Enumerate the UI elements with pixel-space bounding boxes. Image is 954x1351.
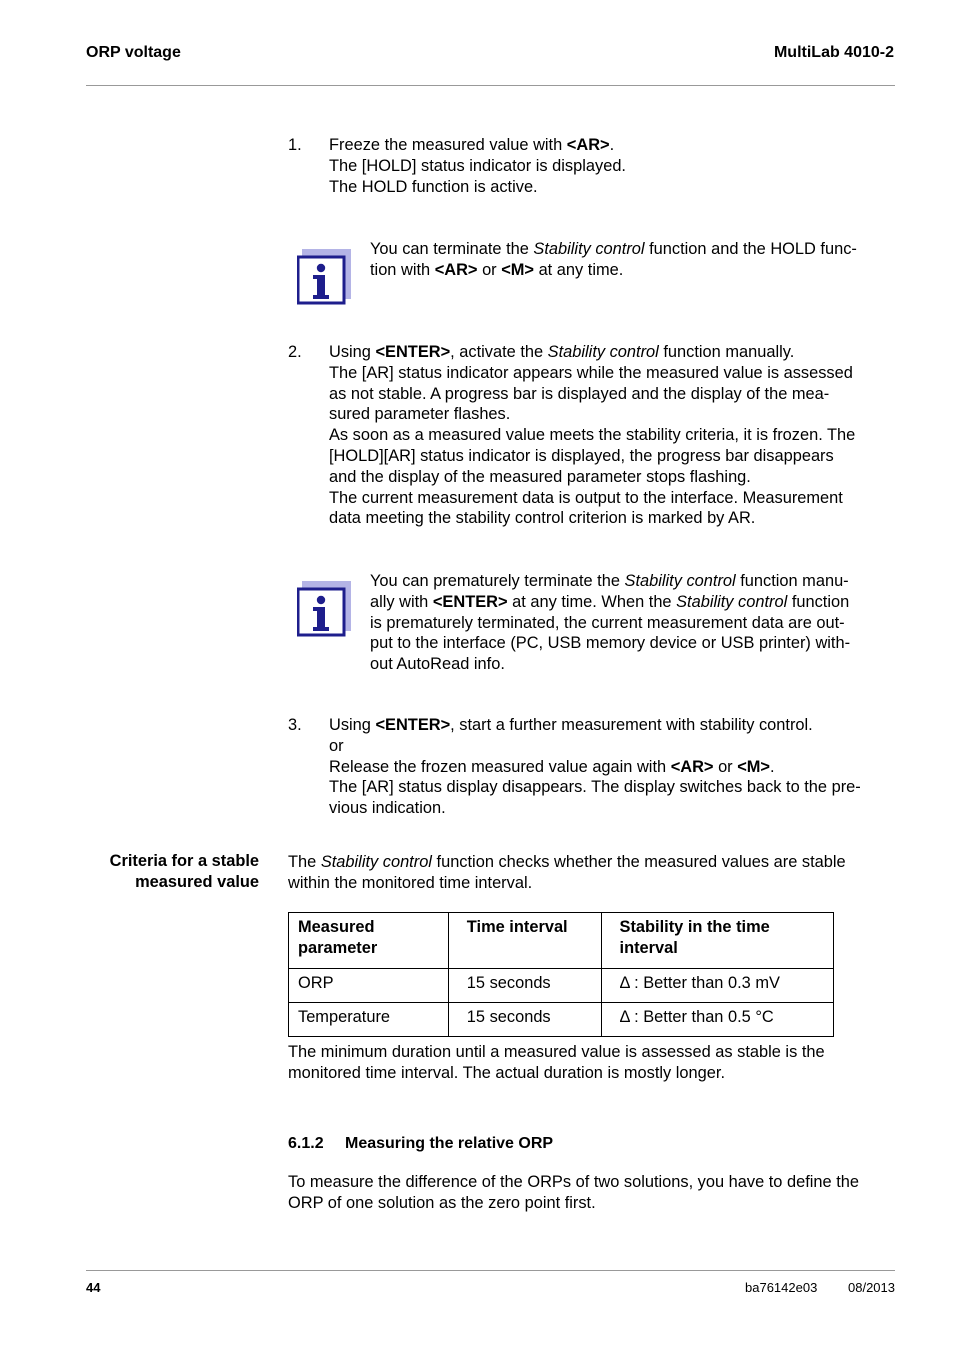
step-line: The current measurement data is output to the interface. Measurement xyxy=(329,488,843,507)
document-date: 08/2013 xyxy=(848,1280,895,1295)
note-line: out AutoRead info. xyxy=(370,655,505,674)
info-icon xyxy=(297,249,351,305)
step-1 xyxy=(288,135,898,197)
step-3 xyxy=(288,715,898,819)
step-line: The [AR] status indicator appears while the measured value is assessed xyxy=(329,363,853,382)
table-header-cell: Stability in the time interval xyxy=(601,913,833,969)
running-header-left: ORP voltage xyxy=(86,44,181,61)
table-row xyxy=(289,969,834,1003)
step-line: [HOLD][AR] status indicator is displayed, the progress bar disappears xyxy=(329,446,834,465)
section-heading xyxy=(288,1134,553,1155)
stability-criteria-table xyxy=(288,912,834,1037)
table-cell: Δ : Better than 0.3 mV xyxy=(601,969,833,1003)
step-line: as not stable. A progress bar is displayed and the display of the mea- xyxy=(329,384,830,403)
step-number: 2. xyxy=(288,343,302,361)
step-line: The [AR] status display disappears. The display switches back to the pre- xyxy=(329,778,861,797)
table-cell: 15 seconds xyxy=(448,1003,601,1037)
key-label: <ENTER> xyxy=(375,343,451,361)
info-icon xyxy=(297,581,351,637)
step-line: or xyxy=(329,736,344,755)
step-line: Release the frozen measured value again with <AR> or <M>. xyxy=(329,757,775,776)
info-note-1 xyxy=(370,239,895,281)
step-line: The [HOLD] status indicator is displayed. xyxy=(329,156,626,175)
info-note-2 xyxy=(370,571,895,675)
note-line: You can prematurely terminate the Stability control function manu- xyxy=(370,572,849,590)
section-title: Measuring the relative ORP xyxy=(345,1135,554,1152)
step-number: 1. xyxy=(288,136,302,154)
table-header-cell: Time interval xyxy=(448,913,601,969)
step-line: Using <ENTER>, activate the Stability control function manually. xyxy=(329,343,795,361)
running-header-right: MultiLab 4010-2 xyxy=(773,44,894,61)
step-line: Using <ENTER>, start a further measurement with stability control. xyxy=(329,716,813,734)
note-line: is prematurely terminated, the current measurement data are out- xyxy=(370,613,845,632)
step-number: 3. xyxy=(288,716,302,734)
note-line: You can terminate the Stability control function and the HOLD func- xyxy=(370,240,857,258)
table-cell: Δ : Better than 0.5 °C xyxy=(601,1003,833,1037)
page-number: 44 xyxy=(86,1280,101,1295)
table-cell: ORP xyxy=(289,969,449,1003)
step-line: sured parameter flashes. xyxy=(329,405,511,424)
note-line: tion with <AR> or <M> at any time. xyxy=(370,260,624,279)
step-line: data meeting the stability control criterion is marked by AR. xyxy=(329,509,756,528)
step-line: and the display of the measured parameter stops flashing. xyxy=(329,467,751,486)
criteria-paragraph: The Stability control function checks whether the measured values are stable within the monitored time interval. xyxy=(288,853,846,892)
note-line: ally with <ENTER> at any time. When the Stability control function xyxy=(370,592,850,611)
section-number: 6.1.2 xyxy=(288,1135,324,1152)
table-cell: 15 seconds xyxy=(448,969,601,1003)
table-header-cell: Measured parameter xyxy=(289,913,449,969)
step-line: vious indication. xyxy=(329,799,446,818)
step-2 xyxy=(288,342,898,529)
note-line: put to the interface (PC, USB memory device or USB printer) with- xyxy=(370,634,851,653)
key-label: <ENTER> xyxy=(375,716,451,734)
header-rule xyxy=(86,85,895,86)
step-line: The HOLD function is active. xyxy=(329,177,538,196)
margin-heading: Criteria for a stable measured value xyxy=(109,852,259,891)
step-line: Freeze the measured value with <AR>. xyxy=(329,136,615,154)
duration-paragraph: The minimum duration until a measured value is assessed as stable is the monitored time interval. The actual duration is mostly longer. xyxy=(288,1043,825,1082)
key-label: <AR> xyxy=(566,136,610,154)
section-paragraph: To measure the difference of the ORPs of two solutions, you have to define the ORP of one solution as the zero point first. xyxy=(288,1173,859,1212)
step-line: As soon as a measured value meets the stability criteria, it is frozen. The xyxy=(329,426,856,445)
document-id: ba76142e03 xyxy=(745,1280,818,1295)
table-cell: Temperature xyxy=(289,1003,449,1037)
footer-rule xyxy=(86,1270,895,1271)
table-header-row xyxy=(289,913,834,969)
table-row xyxy=(289,1003,834,1037)
